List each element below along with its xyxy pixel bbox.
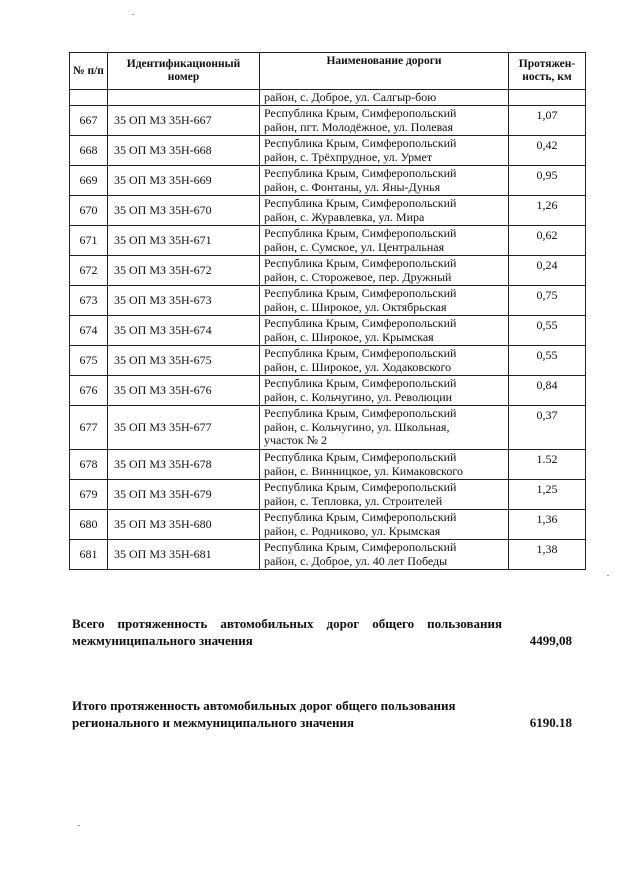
table-row (70, 479, 586, 509)
header-length: Протяжен-ность, км (509, 53, 586, 90)
row-id: 35 ОП МЗ 35Н-672 (108, 255, 260, 285)
row-length: 1.52 (509, 449, 586, 479)
row-name (260, 315, 509, 345)
row-num: 670 (70, 195, 108, 225)
row-name (260, 225, 509, 255)
scan-speck (132, 14, 134, 15)
row-name-line: Республика Крым, Симферопольский (264, 106, 457, 120)
table-row (70, 285, 586, 315)
row-num: 676 (70, 375, 108, 405)
row-num: 671 (70, 225, 108, 255)
row-name-line: район, с. Кольчугино, ул. Революции (264, 389, 453, 404)
table-row (70, 255, 586, 285)
row-name-line: район, с. Фонтаны, ул. Яны-Дунья (264, 179, 441, 194)
row-name-line: район, с. Доброе, ул. 40 лет Победы (264, 553, 448, 568)
continuation-text: район, с. Доброе, ул. Салгыр-бою (260, 90, 509, 106)
table-row (70, 539, 586, 569)
table-row (70, 105, 586, 135)
row-length: 0,62 (509, 225, 586, 255)
row-name-line: Республика Крым, Симферопольский (264, 480, 457, 494)
row-id: 35 ОП МЗ 35Н-678 (108, 449, 260, 479)
header-num: № п/п (70, 53, 108, 90)
row-id: 35 ОП МЗ 35Н-675 (108, 345, 260, 375)
row-id: 35 ОП МЗ 35Н-677 (108, 405, 260, 449)
row-id: 35 ОП МЗ 35Н-674 (108, 315, 260, 345)
row-name-line: Республика Крым, Симферопольский (264, 226, 457, 240)
total-intermunicipal-label: Всего протяженность автомобильных дорог общего пользования межмуниципального значения (72, 616, 502, 648)
row-name (260, 255, 509, 285)
row-name-line: район, с. Широкое, ул. Октябрьская (264, 299, 447, 314)
row-name (260, 375, 509, 405)
row-id: 35 ОП МЗ 35Н-668 (108, 135, 260, 165)
row-id: 35 ОП МЗ 35Н-667 (108, 105, 260, 135)
row-name-line: Республика Крым, Симферопольский (264, 286, 457, 300)
table-row (70, 165, 586, 195)
row-id: 35 ОП МЗ 35Н-673 (108, 285, 260, 315)
row-name-line: район, с. Тепловка, ул. Строителей (264, 493, 443, 508)
row-id: 35 ОП МЗ 35Н-680 (108, 509, 260, 539)
row-name-line: Республика Крым, Симферопольский (264, 136, 457, 150)
row-name-line: район, с. Сумское, ул. Центральная (264, 239, 445, 254)
row-id: 35 ОП МЗ 35Н-669 (108, 165, 260, 195)
row-name-line: район, с. Кольчугино, ул. Школьная, (264, 419, 450, 434)
row-name-line: Республика Крым, Симферопольский (264, 510, 457, 524)
row-name-line: Республика Крым, Симферопольский (264, 450, 457, 464)
row-name-line: Республика Крым, Симферопольский (264, 406, 457, 421)
row-num: 668 (70, 135, 108, 165)
row-id: 35 ОП МЗ 35Н-670 (108, 195, 260, 225)
table-header-row (70, 53, 586, 90)
table-row (70, 449, 586, 479)
row-length: 0,37 (509, 405, 586, 449)
row-id: 35 ОП МЗ 35Н-671 (108, 225, 260, 255)
table-row (70, 405, 586, 449)
row-name (260, 195, 509, 225)
row-name (260, 345, 509, 375)
header-id: Идентификационный номер (108, 53, 260, 90)
row-num: 674 (70, 315, 108, 345)
row-name-line: район, с. Родниково, ул. Крымская (264, 523, 441, 538)
row-num: 681 (70, 539, 108, 569)
table-row (70, 345, 586, 375)
total-intermunicipal (72, 615, 572, 649)
row-num: 669 (70, 165, 108, 195)
row-length: 1,36 (509, 509, 586, 539)
row-name-line: участок № 2 (264, 433, 328, 448)
row-num: 673 (70, 285, 108, 315)
row-num: 667 (70, 105, 108, 135)
row-name (260, 539, 509, 569)
row-name-line: Республика Крым, Симферопольский (264, 256, 457, 270)
table-row (70, 135, 586, 165)
row-length: 0,42 (509, 135, 586, 165)
row-id: 35 ОП МЗ 35Н-679 (108, 479, 260, 509)
row-name-line: район, с. Сторожевое, пер. Дружный (264, 269, 452, 284)
row-length: 0,95 (509, 165, 586, 195)
row-name-line: район, с. Широкое, ул. Ходаковского (264, 359, 452, 374)
row-length: 0,55 (509, 315, 586, 345)
table-row (70, 225, 586, 255)
total-regional-label: Итого протяженность автомобильных дорог общего пользования регионального и межмуниципального значения (72, 698, 456, 730)
total-regional-value: 6190.18 (529, 715, 572, 730)
row-name-line: район, пгт. Молодёжное, ул. Полевая (264, 119, 453, 134)
row-length: 0,24 (509, 255, 586, 285)
row-name-line: район, с. Широкое, ул. Крымская (264, 329, 434, 344)
row-name-line: Республика Крым, Симферопольский (264, 346, 457, 360)
row-num: 675 (70, 345, 108, 375)
row-length: 0,84 (509, 375, 586, 405)
total-regional (72, 697, 572, 731)
row-name (260, 135, 509, 165)
header-name: Наименование дороги (260, 53, 509, 90)
row-length: 1,26 (509, 195, 586, 225)
table-row (70, 375, 586, 405)
row-name-line: Республика Крым, Симферопольский (264, 316, 457, 330)
row-name-line: район, с. Винницкое, ул. Кимаковского (264, 463, 464, 478)
row-num: 679 (70, 479, 108, 509)
row-name-line: Республика Крым, Симферопольский (264, 166, 457, 180)
row-num: 680 (70, 509, 108, 539)
row-length: 0,75 (509, 285, 586, 315)
row-num: 678 (70, 449, 108, 479)
row-name-line: Республика Крым, Симферопольский (264, 196, 457, 210)
row-id: 35 ОП МЗ 35Н-676 (108, 375, 260, 405)
scan-speck (78, 825, 80, 826)
row-id: 35 ОП МЗ 35Н-681 (108, 539, 260, 569)
row-name (260, 105, 509, 135)
row-length: 1,38 (509, 539, 586, 569)
continuation-row (70, 90, 586, 106)
row-name-line: Республика Крым, Симферопольский (264, 540, 457, 554)
roads-table (69, 52, 586, 570)
row-name-line: район, с. Трёхпрудное, ул. Урмет (264, 149, 433, 164)
table-row (70, 195, 586, 225)
row-name (260, 165, 509, 195)
row-length: 1,25 (509, 479, 586, 509)
row-length: 1,07 (509, 105, 586, 135)
row-name (260, 405, 509, 449)
row-length: 0,55 (509, 345, 586, 375)
scan-speck (607, 575, 609, 576)
row-name (260, 509, 509, 539)
row-name (260, 479, 509, 509)
row-name (260, 285, 509, 315)
table-row (70, 509, 586, 539)
row-num: 672 (70, 255, 108, 285)
table-row (70, 315, 586, 345)
row-name-line: Республика Крым, Симферопольский (264, 376, 457, 390)
row-name (260, 449, 509, 479)
row-num: 677 (70, 405, 108, 449)
row-name-line: район, с. Журавлевка, ул. Мира (264, 209, 425, 224)
total-intermunicipal-value: 4499,08 (529, 633, 572, 648)
